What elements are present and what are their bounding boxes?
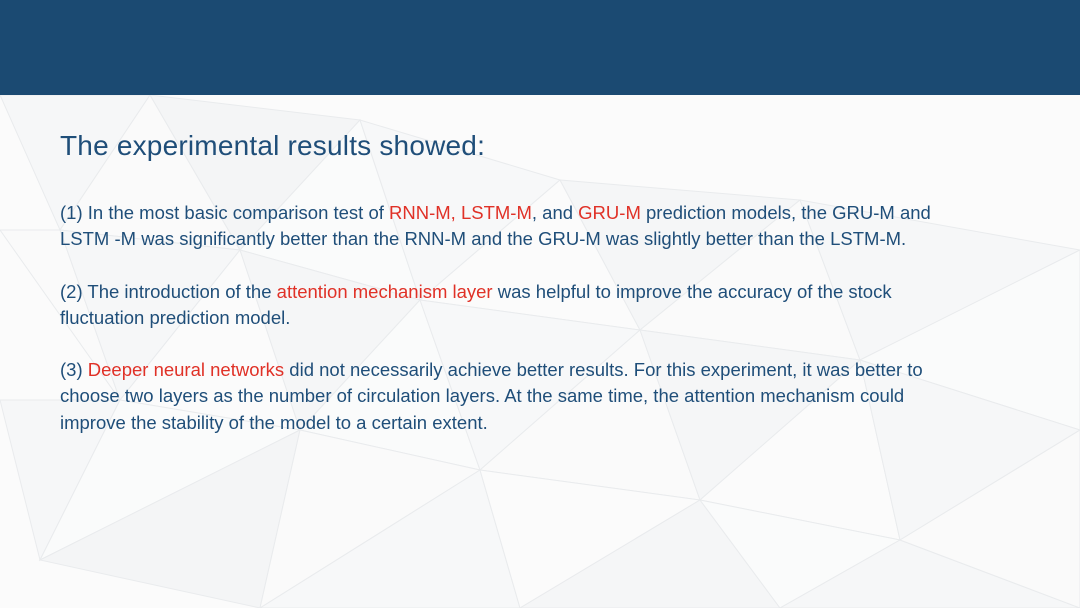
body-text: did not necessarily achieve better results. For this experiment, it was better to choose two layers as the number of circulation layers. At the same time, the attention mechanism could improve the stability of the model to a certain extent. — [60, 359, 923, 433]
point-1 — [60, 200, 960, 253]
body-text: (3) — [60, 359, 88, 381]
page-title: The experimental results showed: — [60, 130, 486, 161]
body-text: prediction models, the GRU-M and LSTM -M was significantly better than the RNN-M and the GRU-M was slightly better than the LSTM-M. — [60, 202, 931, 250]
highlighted-term: GRU-M — [578, 202, 641, 223]
header-band — [0, 0, 1080, 95]
body-text: was helpful to improve the accuracy of the stock fluctuation prediction model. — [60, 280, 892, 328]
slide-content — [60, 130, 1010, 436]
highlighted-term: RNN-M, LSTM-M — [389, 202, 532, 223]
body-paragraphs — [60, 200, 1010, 436]
highlighted-term: attention mechanism layer — [276, 280, 493, 302]
body-text: (1) In the most basic comparison test of — [60, 202, 390, 223]
body-text: , and — [531, 202, 579, 223]
point-3 — [60, 357, 960, 436]
point-2 — [60, 279, 960, 332]
highlighted-term: Deeper neural networks — [87, 359, 285, 381]
body-text: (2) The introduction of the — [60, 280, 277, 302]
